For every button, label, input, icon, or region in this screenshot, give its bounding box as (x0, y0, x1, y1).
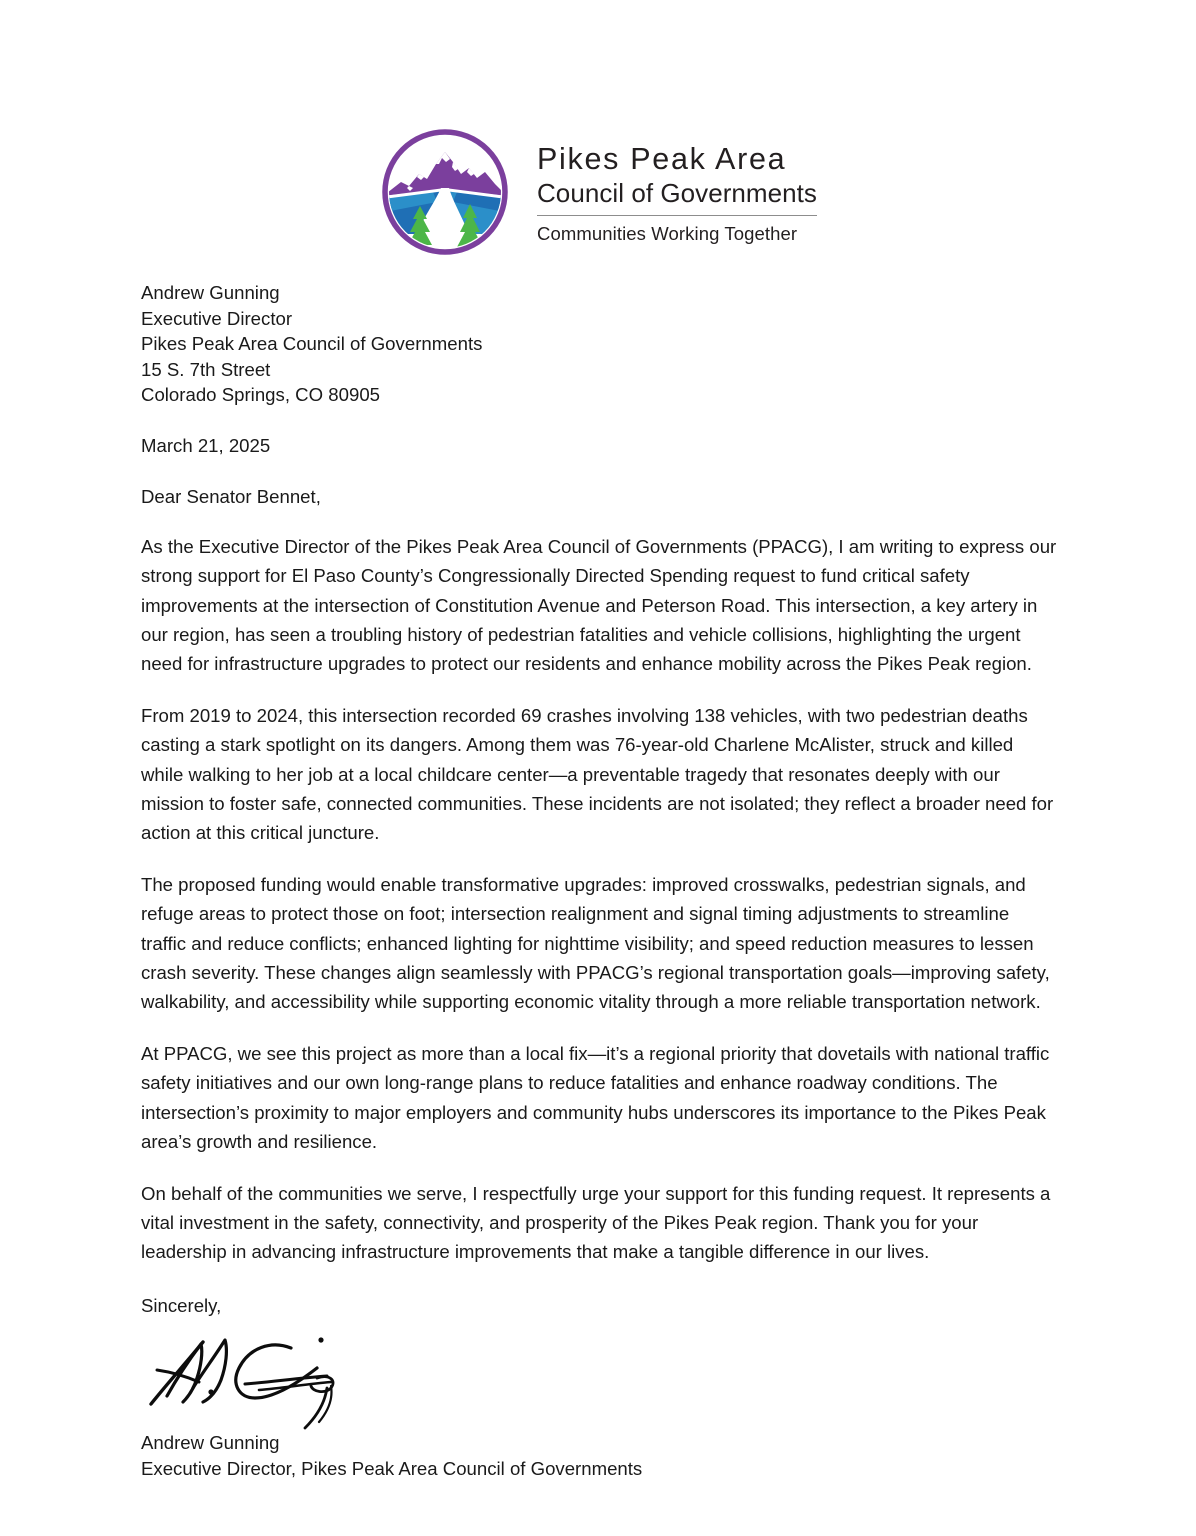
signer-title: Executive Director, Pikes Peak Area Council of Governments (141, 1457, 643, 1479)
sender-line: Colorado Springs, CO 80905 (141, 384, 381, 406)
wordmark-divider (537, 215, 817, 216)
body-paragraph: As the Executive Director of the Pikes Peak Area Council of Governments (PPACG), I am writing to express our strong support for El Paso County’s Congressionally Directed Spending request to fund critical safety improvements at the intersection of Constitution Avenue and Peterson Road. This intersection, a key artery in our region, has seen a troubling history of pedestrian fatalities and vehicle collisions, highlighting the urgent need for infrastructure upgrades to protect our residents and enhance mobility across the Pikes Peak region. (141, 536, 1057, 674)
letter-body (141, 280, 1059, 1481)
letter-date: March 21, 2025 (141, 434, 271, 456)
body-paragraph: On behalf of the communities we serve, I respectfully urge your support for this funding request. It represents a vital investment in the safety, connectivity, and prosperity of the Pikes Peak region. Thank you for your leadership in advancing infrastructure improvements that make a tangible difference in our lives. (141, 1183, 1051, 1263)
sender-line: Executive Director (141, 307, 293, 329)
ppacg-mountain-logo-icon (379, 126, 511, 258)
body-paragraph: At PPACG, we see this project as more than a local fix—it’s a regional priority that dovetails with national traffic safety initiatives and our own long-range plans to reduce fatalities and enhance roadway conditions. The intersection’s proximity to major employers and community hubs underscores its importance to the Pikes Peak area’s growth and resilience. (141, 1043, 1050, 1152)
sender-address-block (141, 280, 1059, 408)
sender-line: Pikes Peak Area Council of Governments (141, 333, 483, 355)
sender-line: Andrew Gunning (141, 282, 280, 303)
wordmark-tagline: Communities Working Together (536, 223, 798, 245)
wordmark-line-2: Council of Governments (536, 178, 817, 209)
logo-wordmark (537, 138, 817, 245)
letterhead (0, 126, 1196, 258)
body-paragraph: The proposed funding would enable transformative upgrades: improved crosswalks, pedestrian signals, and refuge areas to protect those on foot; intersection realignment and signal timing adjustments to streamline traffic and reduce conflicts; enhanced lighting for nighttime visibility; and speed reduction measures to lessen crash severity. These changes align seamlessly with PPACG’s regional transportation goals—improving safety, walkability, and accessibility while supporting economic vitality through a more reliable transportation network. (141, 874, 1050, 1012)
salutation: Dear Senator Bennet, (141, 485, 321, 507)
sender-line: 15 S. 7th Street (141, 358, 271, 380)
signature-area (141, 1326, 1059, 1430)
handwritten-signature-icon (141, 1326, 371, 1430)
wordmark-line-1: Pikes Peak Area (536, 142, 787, 177)
signer-name: Andrew Gunning (141, 1432, 280, 1454)
body-paragraph: From 2019 to 2024, this intersection recorded 69 crashes involving 138 vehicles, with two pedestrian deaths casting a stark spotlight on its dangers. Among them was 76-year-old Charlene McAlister, struck and killed while walking to her job at a local childcare center—a preventable tragedy that resonates deeply with our mission to foster safe, connected communities. These incidents are not isolated; they reflect a broader need for action at this critical juncture. (141, 705, 1054, 843)
valediction: Sincerely, (141, 1294, 222, 1316)
